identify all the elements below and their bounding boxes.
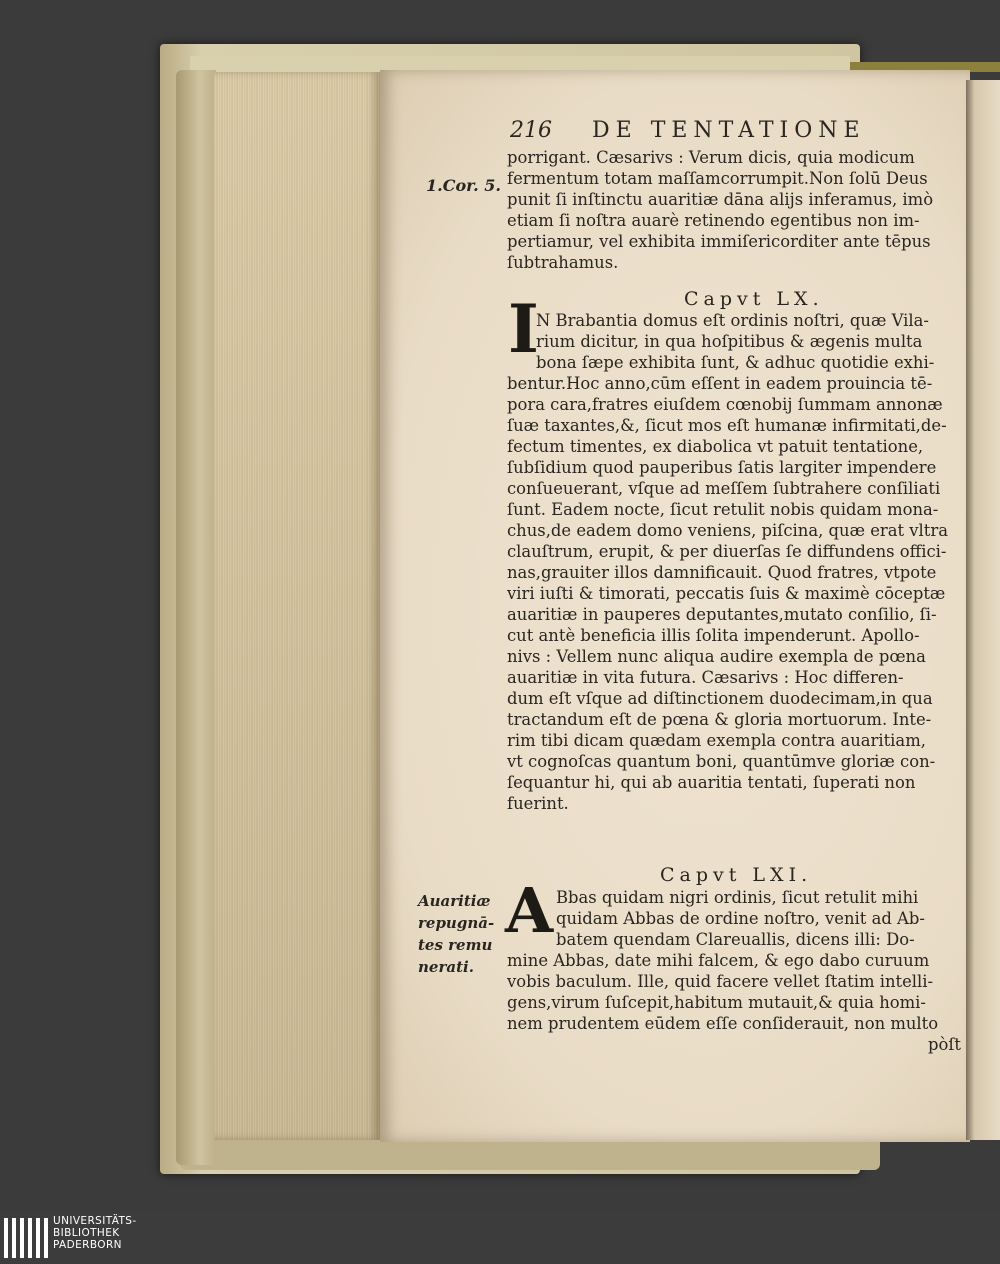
library-logo-icon	[4, 1218, 48, 1258]
text-line: ſubſidium quod pauperibus ſatis largiter impendere	[507, 458, 937, 477]
text-line: nem prudentem eūdem eſſe conſiderauit, non multo	[507, 1014, 939, 1033]
text-line: auaritiæ in vita futura. Cæsarivs : Hoc differen-	[507, 668, 904, 687]
text-line: Bbas quidam nigri ordinis, ſicut retulit mihi	[556, 888, 919, 907]
text-line: ſuæ taxantes,&, ſicut mos eſt humanæ infirmitati,de-	[507, 416, 947, 435]
text-line: punit ſi inſtinctu auaritiæ dāna alijs inferamus, imò	[507, 190, 934, 209]
margin-note-line-1: Auaritiæ	[418, 892, 491, 910]
text-line: pora cara,fratres eiuſdem cœnobij ſummam annonæ	[507, 395, 943, 414]
text-line: gens,virum ſuſcepit,habitum mutauit,& quia homi-	[507, 993, 926, 1012]
text-line: rium dicitur, in qua hoſpitibus & ægenis multa	[536, 332, 923, 351]
text-line: etiam ſi noſtra auarè retinendo egentibus non im-	[507, 211, 920, 230]
text-line: ſunt. Eadem nocte, ſicut retulit nobis quidam mona-	[507, 500, 939, 519]
text-line: mine Abbas, date mihi falcem, & ego dabo curuum	[507, 951, 930, 970]
text-line: clauſtrum, erupit, & per diuerſas ſe diffundens offici-	[507, 542, 947, 561]
text-line: ſequantur hi, qui ab auaritia tentati, ſuperati non	[507, 773, 916, 792]
chapter-heading-lx: Capvt LX.	[684, 288, 824, 310]
text-line: auaritiæ in pauperes deputantes,mutato conſilio, ſi-	[507, 605, 937, 624]
margin-note-reference: 1.Cor. 5.	[426, 176, 501, 195]
text-line: batem quendam Clareuallis, dicens illi: Do-	[556, 930, 915, 949]
text-line: fermentum totam maſſamcorrumpit.Non ſolū Deus	[507, 169, 928, 188]
library-logo-line-2: BIBLIOTHEK	[53, 1227, 120, 1239]
text-line: cut antè beneficia illis ſolita impenderunt. Apollo-	[507, 626, 920, 645]
chapter-heading-lxi: Capvt LXI.	[660, 864, 813, 886]
text-line: fectum timentes, ex diabolica vt patuit tentatione,	[507, 437, 924, 456]
text-line: quidam Abbas de ordine noſtro, venit ad Ab-	[556, 909, 925, 928]
library-logo-line-3: PADERBORN	[53, 1239, 122, 1251]
text-line: bona ſæpe exhibita ſunt, & adhuc quotidie exhi-	[536, 353, 935, 372]
cover-bottom-edge	[180, 1140, 880, 1170]
text-line: ſubtrahamus.	[507, 253, 619, 272]
margin-note-line-4: nerati.	[418, 958, 474, 976]
text-line: vobis baculum. Ille, quid facere vellet ſtatim intelli-	[507, 972, 934, 991]
text-line: pertiamur, vel exhibita immiſericorditer ante tēpus	[507, 232, 931, 251]
text-line: porrigant. Cæsarivs : Verum dicis, quia modicum	[507, 148, 915, 167]
catchword: pòſt	[928, 1035, 962, 1054]
facing-page-edge	[966, 80, 1000, 1140]
drop-initial-i: I	[508, 290, 539, 368]
text-line: nas,grauiter illos damnificauit. Quod fratres, vtpote	[507, 563, 937, 582]
text-line: dum eſt vſque ad diſtinctionem duodecimam,in qua	[507, 689, 933, 708]
running-title: DE TENTATIONE	[592, 118, 866, 143]
text-line: bentur.Hoc anno,cūm eſſent in eadem prouincia tē-	[507, 374, 933, 393]
book-spine	[176, 70, 216, 1165]
library-footer	[0, 1212, 1000, 1264]
library-logo-line-1: UNIVERSITÄTS-	[53, 1215, 137, 1227]
text-line: chus,de eadem domo veniens, piſcina, quæ erat vltra	[507, 521, 948, 540]
running-head	[510, 118, 910, 144]
margin-note-line-3: tes remu	[418, 936, 493, 954]
margin-note-line-2: repugnā-	[418, 914, 495, 932]
text-line: nivs : Vellem nunc aliqua audire exempla de pœna	[507, 647, 926, 666]
text-line: tractandum eſt de pœna & gloria mortuorum. Inte-	[507, 710, 932, 729]
text-line: N Brabantia domus eſt ordinis noſtri, quæ Vila-	[536, 311, 929, 330]
drop-initial-a: A	[505, 874, 554, 947]
text-line: rim tibi dicam quædam exempla contra auaritiam,	[507, 731, 926, 750]
text-line: conſueuerant, vſque ad meſſem ſubtrahere conſiliati	[507, 479, 941, 498]
text-line: vt cognoſcas quantum boni, quantūmve gloriæ con-	[507, 752, 936, 771]
text-line: viri iuſti & timorati, peccatis ſuis & maximè cōceptæ	[507, 584, 946, 603]
text-line: fuerint.	[507, 794, 569, 813]
page-number: 216	[510, 118, 552, 143]
